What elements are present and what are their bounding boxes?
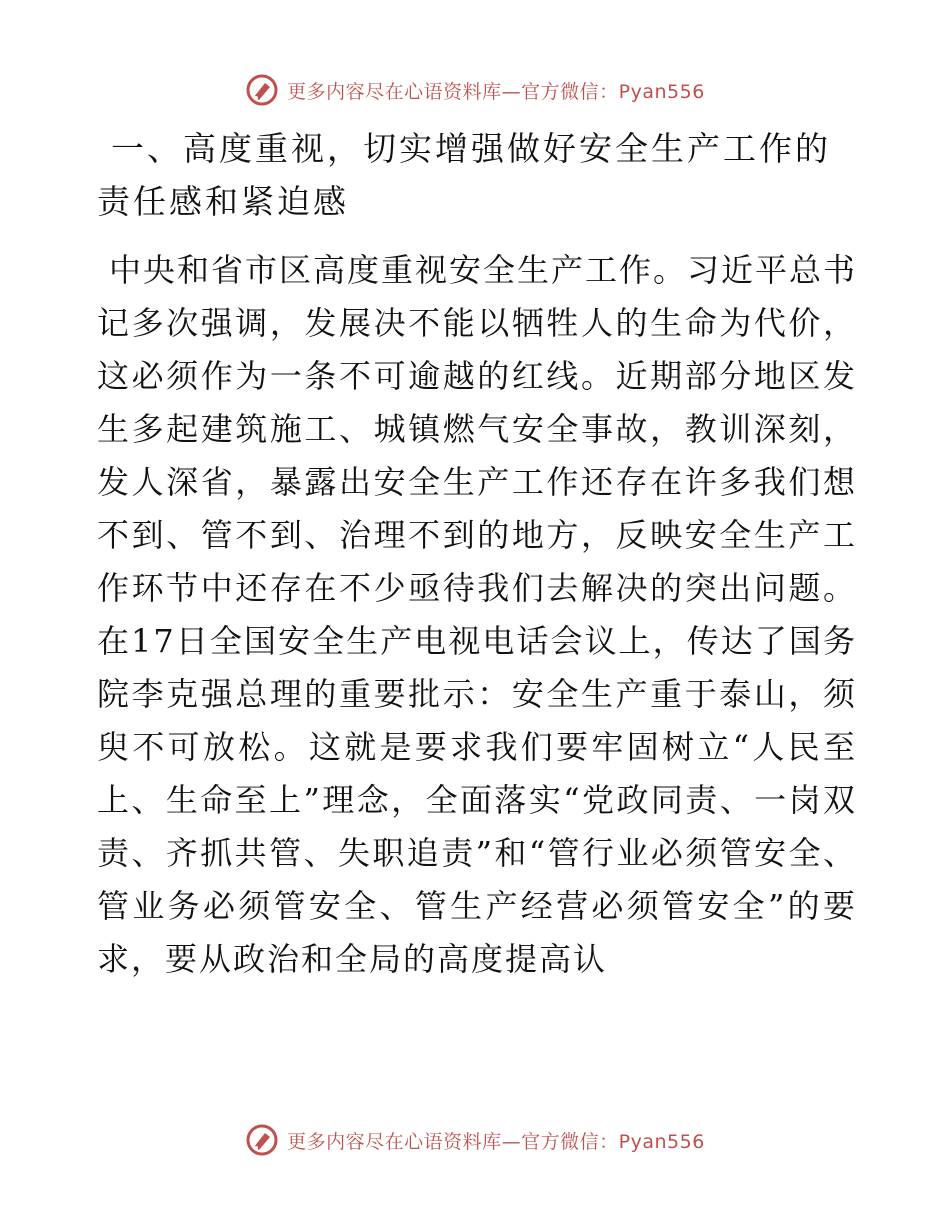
footer-watermark-banner (0, 1120, 950, 1160)
footer-watermark-text: 更多内容尽在心语资料库—官方微信：Pyan556 (287, 1130, 705, 1153)
logo-icon (245, 73, 279, 107)
body-paragraph: 中央和省市区高度重视安全生产工作。习近平总书记多次强调，发展决不能以牺牲人的生命为代价，这必须作为一条不可逾越的红线。近期部分地区发生多起建筑施工、城镇燃气安全事故，教训深刻，发人深省，暴露出安全生产工作还存在许多我们想不到、管不到、治理不到的地方，反映安全生产工作环节中还存在不少亟待我们去解决的突出问题。在17日全国安全生产电视电话会议上，传达了国务院李克强总理的重要批示：安全生产重于泰山，须臾不可放松。这就是要求我们要牢固树立“人民至上、生命至上”理念，全面落实“党政同责、一岗双责、齐抓共管、失职追责”和“管行业必须管安全、管业务必须管安全、管生产经营必须管安全”的要求，要从政治和全局的高度提高认 (97, 251, 858, 978)
header-watermark-banner (0, 70, 950, 110)
document-body (97, 122, 857, 986)
section-heading: 一、高度重视，切实增强做好安全生产工作的责任感和紧迫感 (97, 129, 831, 221)
logo-icon (245, 1123, 279, 1157)
header-watermark-text: 更多内容尽在心语资料库—官方微信：Pyan556 (287, 80, 705, 103)
